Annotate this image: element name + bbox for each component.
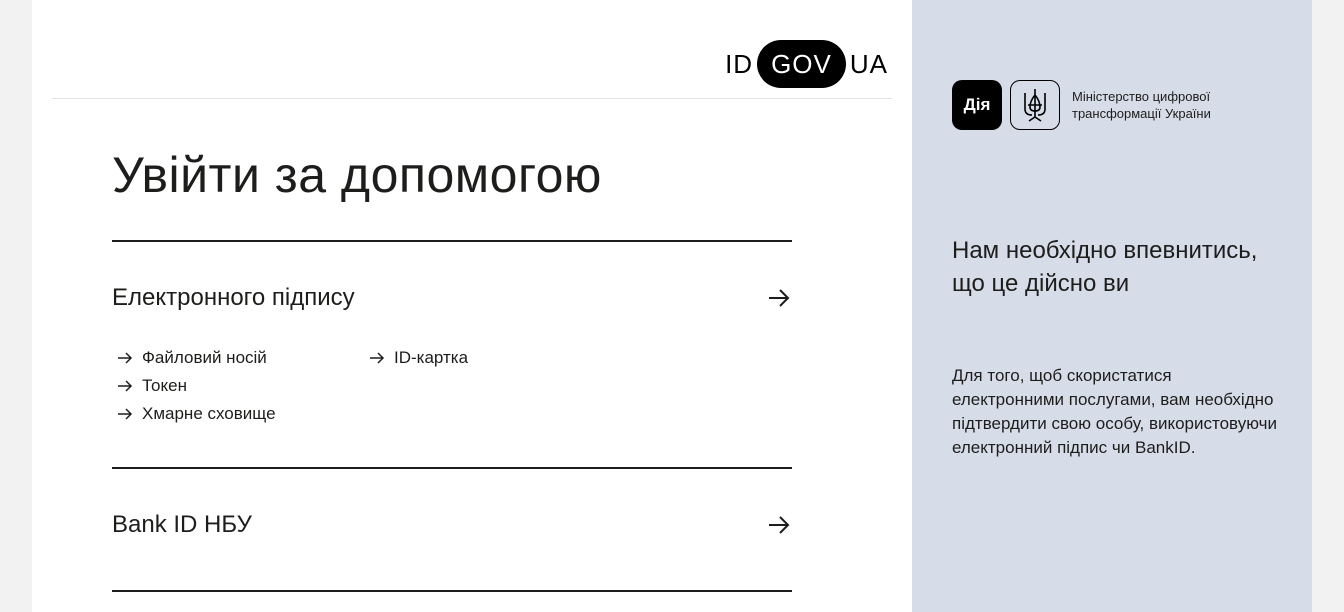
- page-title: Увійти за допомогою: [112, 147, 602, 203]
- method-file-carrier[interactable]: [116, 348, 267, 368]
- info-heading: Нам необхідно впевнитись, що це дійсно ви: [952, 237, 1258, 297]
- diia-logo: Дія: [952, 80, 1002, 130]
- option-electronic-signature[interactable]: [112, 284, 792, 312]
- signature-methods-list: [116, 346, 596, 430]
- logo-gov-pill: GOV: [757, 40, 846, 88]
- arrow-right-icon: [116, 405, 134, 423]
- divider: [112, 240, 792, 242]
- option-label: Електронного підпису: [112, 284, 355, 311]
- arrow-right-icon: [116, 377, 134, 395]
- ministry-brand: [952, 80, 1262, 130]
- arrow-right-icon: [116, 349, 134, 367]
- method-token[interactable]: [116, 376, 187, 396]
- method-label: ID-картка: [394, 348, 469, 367]
- option-bank-id[interactable]: [112, 511, 792, 539]
- divider: [112, 467, 792, 469]
- arrow-right-icon: [766, 285, 792, 311]
- method-label: Файловий носій: [142, 348, 267, 367]
- info-sidebar: [912, 0, 1312, 612]
- id-gov-ua-logo[interactable]: [725, 40, 888, 88]
- option-label: Bank ID НБУ: [112, 511, 252, 538]
- login-panel: [32, 0, 912, 612]
- logo-id-text: ID: [725, 48, 754, 79]
- ministry-name: Міністерство цифрової трансформації України: [1072, 89, 1211, 121]
- arrow-right-icon: [368, 349, 386, 367]
- header-divider: [52, 98, 892, 99]
- method-id-card[interactable]: [368, 348, 468, 368]
- arrow-right-icon: [766, 512, 792, 538]
- info-text: Для того, щоб скористатися електронними послугами, вам необхідно підтвердити свою особу, використовуючи електронний підпис чи BankID.: [952, 366, 1277, 457]
- trident-icon: [1010, 80, 1060, 130]
- logo-ua-text: UA: [849, 48, 888, 79]
- divider: [112, 590, 792, 592]
- method-label: Хмарне сховище: [142, 404, 276, 423]
- method-cloud-storage[interactable]: [116, 404, 276, 424]
- method-label: Токен: [142, 376, 187, 395]
